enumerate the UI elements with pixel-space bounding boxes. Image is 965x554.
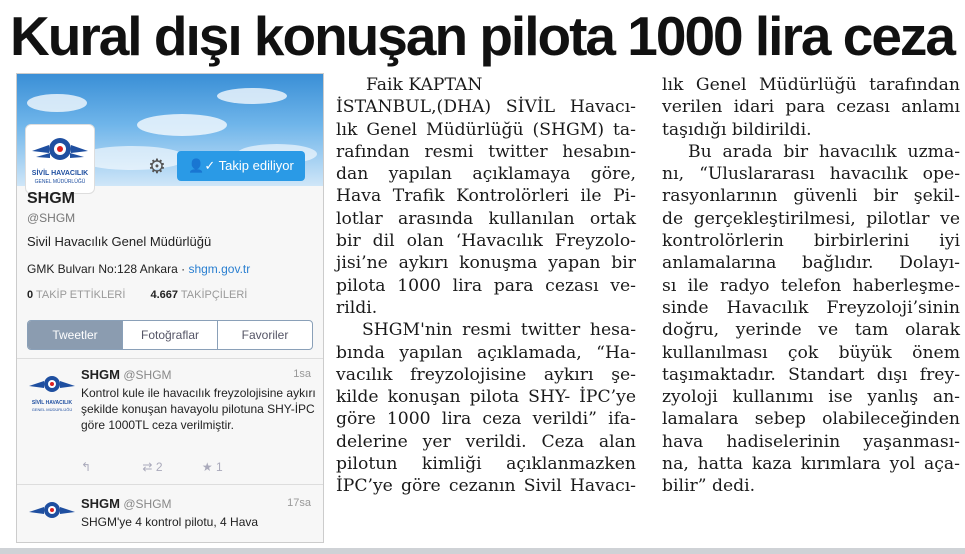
text-line: na, hatta kaza kırımlara yol aça- <box>662 454 960 475</box>
text-line: lık Genel Müdürlüğü tarafından <box>662 75 960 95</box>
text-line: vacılık freyzolojisine aykırı şe- <box>336 364 636 385</box>
text-line: Hava Trafik Kontrolörleri ile Pi- <box>336 186 636 207</box>
profile-bio: Sivil Havacılık Genel Müdürlüğü <box>27 234 212 249</box>
tweet-avatar[interactable] <box>25 366 79 420</box>
byline: Faik KAPTAN <box>366 75 483 95</box>
text-line: kontrolörlerin birbirlerini iyi <box>662 231 960 252</box>
svg-text:GENEL MÜDÜRLÜĞÜ: GENEL MÜDÜRLÜĞÜ <box>31 407 73 412</box>
tab-tweets[interactable]: Tweetler <box>28 321 122 349</box>
twitter-screenshot <box>16 73 324 543</box>
tweet-author[interactable]: SHGM @SHGM <box>81 496 172 511</box>
text-line: İSTANBUL,(DHA) SİVİL Havacı- <box>336 97 636 118</box>
tweet-time: 1sa <box>293 368 311 380</box>
text-line: verilen idari para cezası anlamı <box>662 97 960 118</box>
tab-photos[interactable]: Fotoğraflar <box>122 321 217 349</box>
retweet-icon[interactable]: ⇄ <box>142 460 153 474</box>
text-line: bilir” dedi. <box>662 476 756 497</box>
text-line: sı ile radyo telefon haberleşme- <box>662 275 960 296</box>
tweet-text: Kontrol kule ile havacılık freyzolojisine aykırı şekilde konuşan havayolu pilotuna SHY-İPC göre 1000TL ceza verilmiştir. <box>81 386 316 432</box>
text-line: de gerçekleştirilmesi, pilotlar ve <box>662 208 960 229</box>
profile-location: GMK Bulvarı No:128 Ankara · shgm.gov.tr <box>27 262 251 276</box>
text-line: jisi’ne aykırı konuşma yapan bir <box>336 253 636 274</box>
text-line: dan yapılan açıklamaya göre, <box>336 164 636 185</box>
follow-button[interactable]: 👤✓ Takip ediliyor <box>177 151 305 181</box>
tweet-author[interactable]: SHGM @SHGM <box>81 367 172 382</box>
gear-icon[interactable]: ⚙ <box>148 156 166 178</box>
text-line: SHGM'nin resmi twitter hesa- <box>362 320 636 341</box>
tab-favorites[interactable]: Favoriler <box>217 321 312 349</box>
tweet-time: 17sa <box>287 497 311 509</box>
text-line: kullanılması çok büyük önem <box>662 342 960 363</box>
text-line: doğru, yerinde ve tam olarak <box>662 320 960 341</box>
profile-name: SHGM <box>27 190 75 207</box>
text-line: taşımaktadır. Standart dışı frey- <box>662 364 960 385</box>
favorite-icon[interactable]: ★ <box>201 460 213 474</box>
tweet-actions: ↰ ⇄ 2 ★ 1 <box>81 460 223 474</box>
text-line: rildi. <box>336 297 378 318</box>
text-line: taşıdığı bildirildi. <box>662 119 812 140</box>
profile-handle: @SHGM <box>27 211 76 225</box>
text-line: bında yapılan açıklamada, “Ha- <box>336 342 636 363</box>
profile-tabs <box>27 320 313 350</box>
reply-icon[interactable]: ↰ <box>81 460 92 474</box>
text-line: pilotun kimliği açıklanmazken <box>336 454 636 475</box>
text-line: sinde Havacılık Freyzoloji’sinin <box>662 297 960 318</box>
shgm-logo <box>25 124 95 194</box>
text-line: Bu arada bir havacılık uzma- <box>688 141 960 162</box>
article-column-1 <box>336 74 636 498</box>
svg-text:SİVİL HAVACILIK: SİVİL HAVACILIK <box>31 170 89 177</box>
text-line: lotlar arasında kullanılan ortak <box>336 208 636 229</box>
user-check-icon: 👤✓ <box>188 158 216 173</box>
text-line: rasyonlarının güvenli bir şekil- <box>662 186 960 207</box>
text-line: hava hadiselerinin yaşanması- <box>662 431 960 452</box>
text-line: nı, “Uluslararası havacılık ope- <box>662 164 960 185</box>
tweet-text: SHGM'ye 4 kontrol pilotu, 4 Hava <box>81 515 259 529</box>
text-line: İPC’ye göre cezanın Sivil Havacı- <box>336 476 636 497</box>
text-line: kilde konuşan pilota SHY- İPC’ye <box>336 387 636 408</box>
bottom-rule <box>0 548 965 554</box>
profile-stats: 0 TAKİP ETTİKLERİ 4.667 TAKİPÇİLERİ <box>27 289 248 301</box>
website-link[interactable]: shgm.gov.tr <box>188 262 251 276</box>
headline: Kural dışı konuşan pilota 1000 lira ceza <box>10 5 954 67</box>
tweet-avatar[interactable] <box>25 492 79 543</box>
text-line: lık Genel Müdürlüğü (SHGM) ta- <box>336 119 636 140</box>
text-line: pilota 1000 lira para cezası ve- <box>336 275 636 296</box>
text-line: zyoloji kullanımı ise yanlış an- <box>662 387 960 408</box>
text-line: lamalara sebep olabileceğinden <box>662 409 960 430</box>
text-line: anlamalarına bağlıdır. Dolayı- <box>662 253 960 274</box>
svg-text:GENEL MÜDÜRLÜĞÜ: GENEL MÜDÜRLÜĞÜ <box>34 179 86 185</box>
text-line: göre 1000 lira ceza verildi” ifa- <box>336 409 636 430</box>
text-line: rafından resmi twitter hesabın- <box>336 141 636 162</box>
text-line: delerine yer verildi. Ceza alan <box>336 431 636 452</box>
text-line: bir dil olan ‘Havacılık Freyzolo- <box>336 231 636 252</box>
article-column-2 <box>662 74 960 498</box>
svg-text:SİVİL HAVACILIK: SİVİL HAVACILIK <box>31 400 73 406</box>
